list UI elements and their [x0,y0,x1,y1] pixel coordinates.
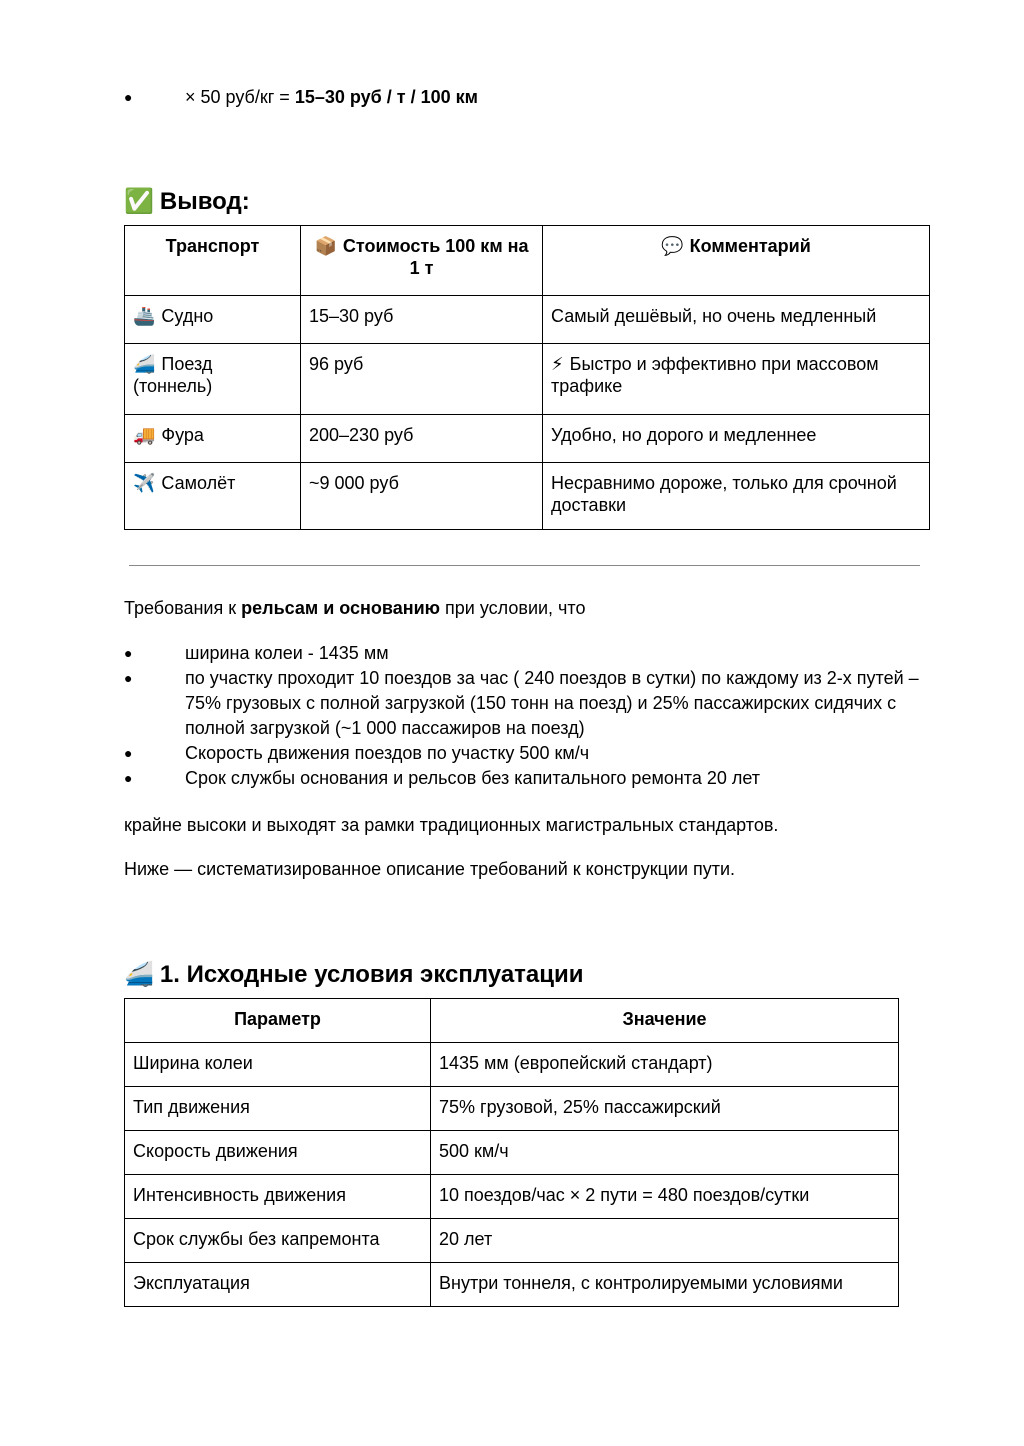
header-param: Параметр [125,999,431,1043]
lightning-icon: ⚡ [551,354,564,374]
list-item: ● Скорость движения поездов по участку 500 км/ч [124,741,924,766]
requirements-lead: Ниже — систематизированное описание требований к конструкции пути. [124,859,736,879]
requirements-outro: крайне высоки и выходят за рамки традиционных магистральных стандартов. [124,815,779,835]
table-row: Срок службы без капремонта 20 лет [125,1219,899,1263]
header-cost: 📦 Стоимость 100 км на 1 т [301,226,543,296]
table-header-row [125,226,930,296]
requirements-list [124,641,924,791]
speech-bubble-icon: 💬 [661,236,684,256]
header-value: Значение [431,999,899,1043]
table-row: 🚄 Поезд (тоннель) 96 руб ⚡ Быстро и эффективно при массовом трафике [125,344,930,415]
check-mark-icon: ✅ [124,188,154,215]
package-icon: 📦 [314,236,337,256]
table-row: Тип движения 75% грузовой, 25% пассажирский [125,1087,899,1131]
train-icon: 🚄 [124,961,154,988]
list-item: ● по участку проходит 10 поездов за час ( 240 поездов в сутки) по каждому из 2-х путей – 75% грузовых с полной загрузкой (150 тонн на поезд) и 25% пассажирских сидячих с полной загрузкой (~1 000 пассажиров на поезд) [124,666,924,741]
header-transport: Транспорт [125,226,301,296]
list-item: ● Срок службы основания и рельсов без капитального ремонта 20 лет [124,766,924,791]
table-row: Ширина колеи 1435 мм (европейский стандарт) [125,1043,899,1087]
train-icon: 🚄 [133,354,156,374]
table-row: ✈️ Самолёт ~9 000 руб Несравнимо дороже, только для срочной доставки [125,463,930,530]
table-row: Интенсивность движения 10 поездов/час × 2 пути = 480 поездов/сутки [125,1175,899,1219]
ship-icon: 🚢 [133,306,156,326]
table-header-row [125,999,899,1043]
cost-bullet-list [124,85,924,110]
table-row: 🚚 Фура 200–230 руб Удобно, но дорого и медленнее [125,415,930,463]
header-comment: 💬 Комментарий [543,226,930,296]
table-row: Эксплуатация Внутри тоннеля, с контролируемыми условиями [125,1263,899,1307]
transport-comparison-table [124,225,930,530]
list-item: ● × 50 руб/кг = 15–30 руб / т / 100 км [124,85,924,110]
airplane-icon: ✈️ [133,473,156,493]
table-row: Скорость движения 500 км/ч [125,1131,899,1175]
table-row: 🚢 Судно 15–30 руб Самый дешёвый, но очень медленный [125,296,930,344]
operating-conditions-table [124,998,899,1307]
list-item: ● ширина колеи - 1435 мм [124,641,924,666]
section-1-heading: 🚄 1. Исходные условия эксплуатации [124,961,584,988]
horizontal-divider [129,565,920,566]
truck-icon: 🚚 [133,425,156,445]
requirements-intro: Требования к рельсам и основанию при условии, что [124,598,586,618]
conclusion-heading: ✅ Вывод: [124,188,250,215]
